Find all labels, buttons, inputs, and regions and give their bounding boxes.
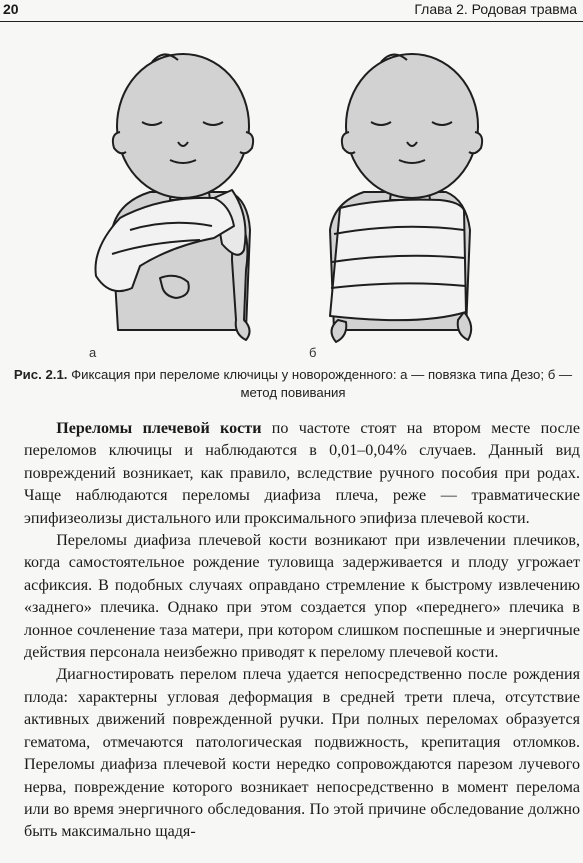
figure-label-b: б	[309, 345, 317, 360]
figure-label-a: а	[89, 345, 97, 360]
header-rule	[0, 21, 583, 22]
body-text	[24, 418, 580, 844]
figure-caption	[10, 366, 576, 402]
paragraph-1-lead: Переломы плечевой кости	[56, 420, 262, 437]
paragraph-1-text: по частоте стоят на втором месте после переломов ключицы и наблюдаются в 0,01–0,04% случаев. Данный вид повреждений возникает, как правило, вследствие ручного пособия при родах. Чаще наблюдаются переломы диафиза плеча, реже — травматические эпифизеолизы дистального или проксимального эпифиза плечевой кости.	[24, 420, 580, 527]
figure-2-1	[0, 30, 583, 360]
caption-text: Фиксация при переломе ключицы у новорожденного: а — повязка типа Дезо; б — метод повивания	[67, 367, 573, 400]
caption-label: Рис. 2.1.	[13, 367, 68, 382]
infant-a-illustration	[96, 54, 254, 340]
page-header	[0, 0, 583, 22]
paragraph-3: Диагностировать перелом плеча удается непосредственно после рождения плода: характерны угловая деформация в средней трети плеча, отсутствие активных движений поврежденной ручки. При полных переломах образуется гематома, отмечаются патологическая подвижность, крепитация отломков. Переломы диафиза плечевой кости нередко сопровождаются парезом лучевого нерва, повреждение которого возникает непосредственно в момент перелома или во время энергичного обследования. По этой причине обследование должно быть максимально щадя-	[24, 666, 580, 841]
page-number: 20	[3, 1, 19, 17]
infant-illustrations	[0, 30, 583, 360]
chapter-title: Глава 2. Родовая травма	[414, 1, 577, 17]
infant-b-illustration	[330, 54, 482, 342]
paragraph-1	[24, 418, 580, 530]
paragraph-2: Переломы диафиза плечевой кости возникают при извлечении плечиков, когда самостоятельное рождение туловища задерживается и плоду угрожает асфиксия. В подобных случаях оправдано стремление к быстрому извлечению «заднего» плечика. Однако при этом создается упор «переднего» плечика в лонное сочленение таза матери, при котором слишком поспешные и энергичные действия персонала неизбежно приводят к перелому плечевой кости.	[24, 532, 580, 662]
